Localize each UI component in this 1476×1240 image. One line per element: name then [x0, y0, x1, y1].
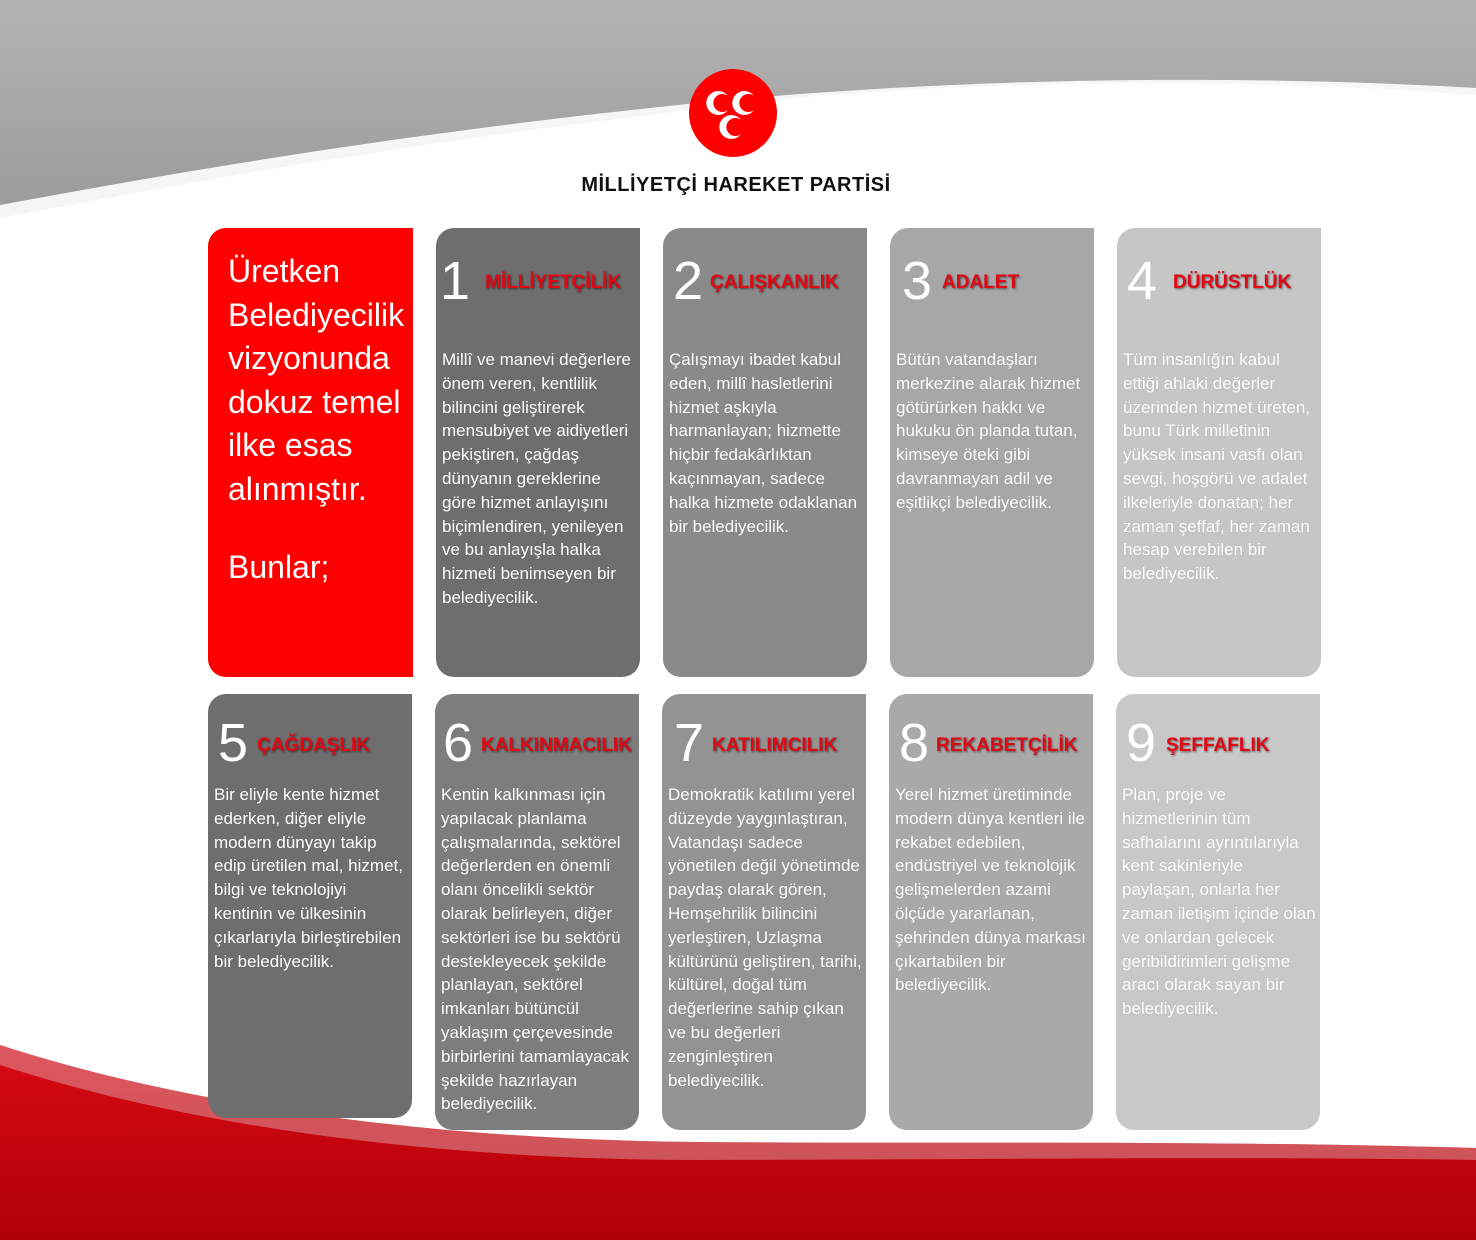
principle-text: Yerel hizmet üretiminde modern dünya kentleri ile rekabet edebilen, endüstriyel ve teknolojik gelişmelerden azami ölçüde yararlanan, şehrinden dünya markası çıkartabilen bir belediyecilik. — [895, 785, 1086, 995]
principle-number: 1 — [440, 251, 471, 311]
principle-number: 3 — [902, 251, 933, 311]
principle-number: 6 — [443, 713, 474, 773]
principle-text: Demokratik katılımı yerel düzeyde yaygınlaştıran, Vatandaşı sadece yönetilen değil yönetimde paydaş olarak gören, Hemşehrilik bilincini yerleştiren, Uzlaşma kültürünü geliştiren, tarihi, kültürel, doğal tüm değerlerine sahip çıkan ve bu değerleri zenginleştiren belediyecilik. — [668, 785, 862, 1090]
principle-text: Millî ve manevi değerlere önem veren, kentlilik bilincini geliştirerek mensubiyet ve aidiyetleri pekiştiren, çağdaş dünyanın gereklerine göre hizmet anlayışını biçimlendiren, yenileyen ve bu anlayışla halka hizmeti benimseyen bir belediyecilik. — [442, 350, 631, 607]
principle-text: Tüm insanlığın kabul ettiği ahlaki değerler üzerinden hizmet üreten, bunu Türk milletinin yüksek insani vasfı olan sevgi, hoşgörü ve adalet ilkeleriyle donatan; her zaman şeffaf, her zaman hesap verebilen bir belediyecilik. — [1123, 350, 1311, 584]
principle-title: DÜRÜSTLÜK — [1173, 272, 1292, 293]
party-name — [0, 174, 1476, 197]
principle-text: Bütün vatandaşları merkezine alarak hizmet götürürken hakkı ve hukuku ön planda tutan, kimseye öteki gibi davranmayan adil ve eşitlikçi belediyecilik. — [896, 350, 1081, 512]
principle-card-6 — [435, 694, 639, 1130]
principle-card-9 — [1116, 694, 1320, 1130]
party-name-text: MİLLİYETÇİ HAREKET PARTİSİ — [581, 174, 891, 196]
principle-number: 2 — [673, 251, 704, 311]
intro-sub: Bunlar; — [228, 549, 330, 585]
principle-card-7 — [662, 694, 866, 1130]
three-crescents-logo — [688, 68, 778, 158]
principle-text: Çalışmayı ibadet kabul eden, millî hasletlerini hizmet aşkıyla harmanlayan; hizmette hiçbir fedakârlıktan kaçınmayan, sadece halka hizmete odaklanan bir belediyecilik. — [669, 350, 858, 536]
principle-text: Kentin kalkınması için yapılacak planlama çalışmalarında, sektörel değerlerden en önemli olanı öncelikli sektör olarak belirleyen, diğer sektörleri ise bu sektörü destekleyecek şekilde planlayan, sektörel imkanları bütüncül yaklaşım çerçevesinde birbirlerini tamamlayacak şekilde hazırlayan belediyecilik. — [441, 785, 630, 1114]
principle-title: KALKINMACILIK — [481, 735, 632, 756]
principle-number: 9 — [1126, 713, 1157, 773]
principle-title: MİLLİYETÇİLİK — [485, 272, 622, 293]
principle-title: ÇAĞDAŞLIK — [257, 735, 370, 756]
principle-card-1 — [436, 228, 640, 677]
principle-text: Plan, proje ve hizmetlerinin tüm safhalarını ayrıntılarıyla kent sakinleriyle paylaşan, onlarla her zaman iletişim içinde olan ve onlardan gelecek geribildirimleri gelişme aracı olarak sayan bir belediyecilik. — [1122, 785, 1316, 1019]
principle-title: ŞEFFAFLIK — [1166, 735, 1270, 756]
principle-number: 5 — [218, 713, 249, 773]
intro-text: Üretken Belediyecilik vizyonunda dokuz temel ilke esas alınmıştır. — [228, 253, 405, 507]
principle-text: Bir eliyle kente hizmet ederken, diğer eliyle modern dünyayı takip edip üretilen mal, hizmet, bilgi ve teknolojiyi kentinin ve ülkesinin çıkarlarıyla birleştirebilen bir belediyecilik. — [214, 785, 403, 971]
principle-card-3 — [890, 228, 1094, 677]
principle-number: 8 — [899, 713, 930, 773]
principle-card-2 — [663, 228, 867, 677]
principle-card-4 — [1117, 228, 1321, 677]
principle-title: KATILIMCILIK — [712, 735, 838, 756]
intro-card — [208, 228, 413, 677]
principle-card-8 — [889, 694, 1093, 1130]
principle-title: ADALET — [942, 272, 1020, 293]
principle-title: ÇALIŞKANLIK — [710, 272, 839, 293]
principle-number: 4 — [1127, 251, 1158, 311]
principle-title: REKABETÇİLİK — [936, 735, 1078, 756]
principle-card-5 — [208, 694, 412, 1118]
principle-number: 7 — [674, 713, 705, 773]
